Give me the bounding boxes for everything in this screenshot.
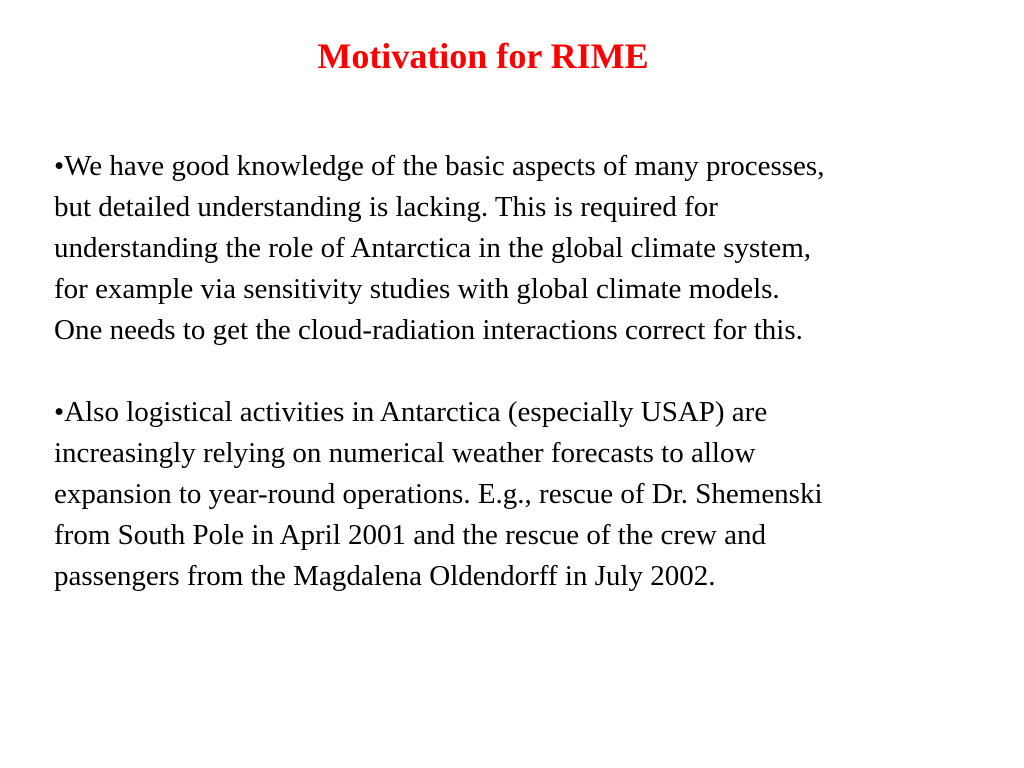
text-line: understanding the role of Antarctica in the global climate system, <box>54 232 812 264</box>
text-line: from South Pole in April 2001 and the rescue of the crew and <box>54 519 766 551</box>
text-line: •Also logistical activities in Antarctica (especially USAP) are <box>54 396 768 428</box>
slide-body <box>54 146 1014 597</box>
text-line: passengers from the Magdalena Oldendorff in July 2002. <box>54 560 716 592</box>
text-line: One needs to get the cloud-radiation interactions correct for this. <box>54 314 803 346</box>
text-line: increasingly relying on numerical weather forecasts to allow <box>54 437 756 469</box>
slide-title: Motivation for RIME <box>317 36 649 76</box>
text-line: for example via sensitivity studies with global climate models. <box>54 273 780 305</box>
paragraph-spacer <box>54 351 1014 392</box>
bullet-paragraph-1 <box>54 146 1014 351</box>
text-line: expansion to year-round operations. E.g., rescue of Dr. Shemenski <box>54 478 823 510</box>
bullet-paragraph-2 <box>54 392 1014 597</box>
text-line: •We have good knowledge of the basic aspects of many processes, <box>54 150 825 182</box>
text-line: but detailed understanding is lacking. This is required for <box>54 191 718 223</box>
